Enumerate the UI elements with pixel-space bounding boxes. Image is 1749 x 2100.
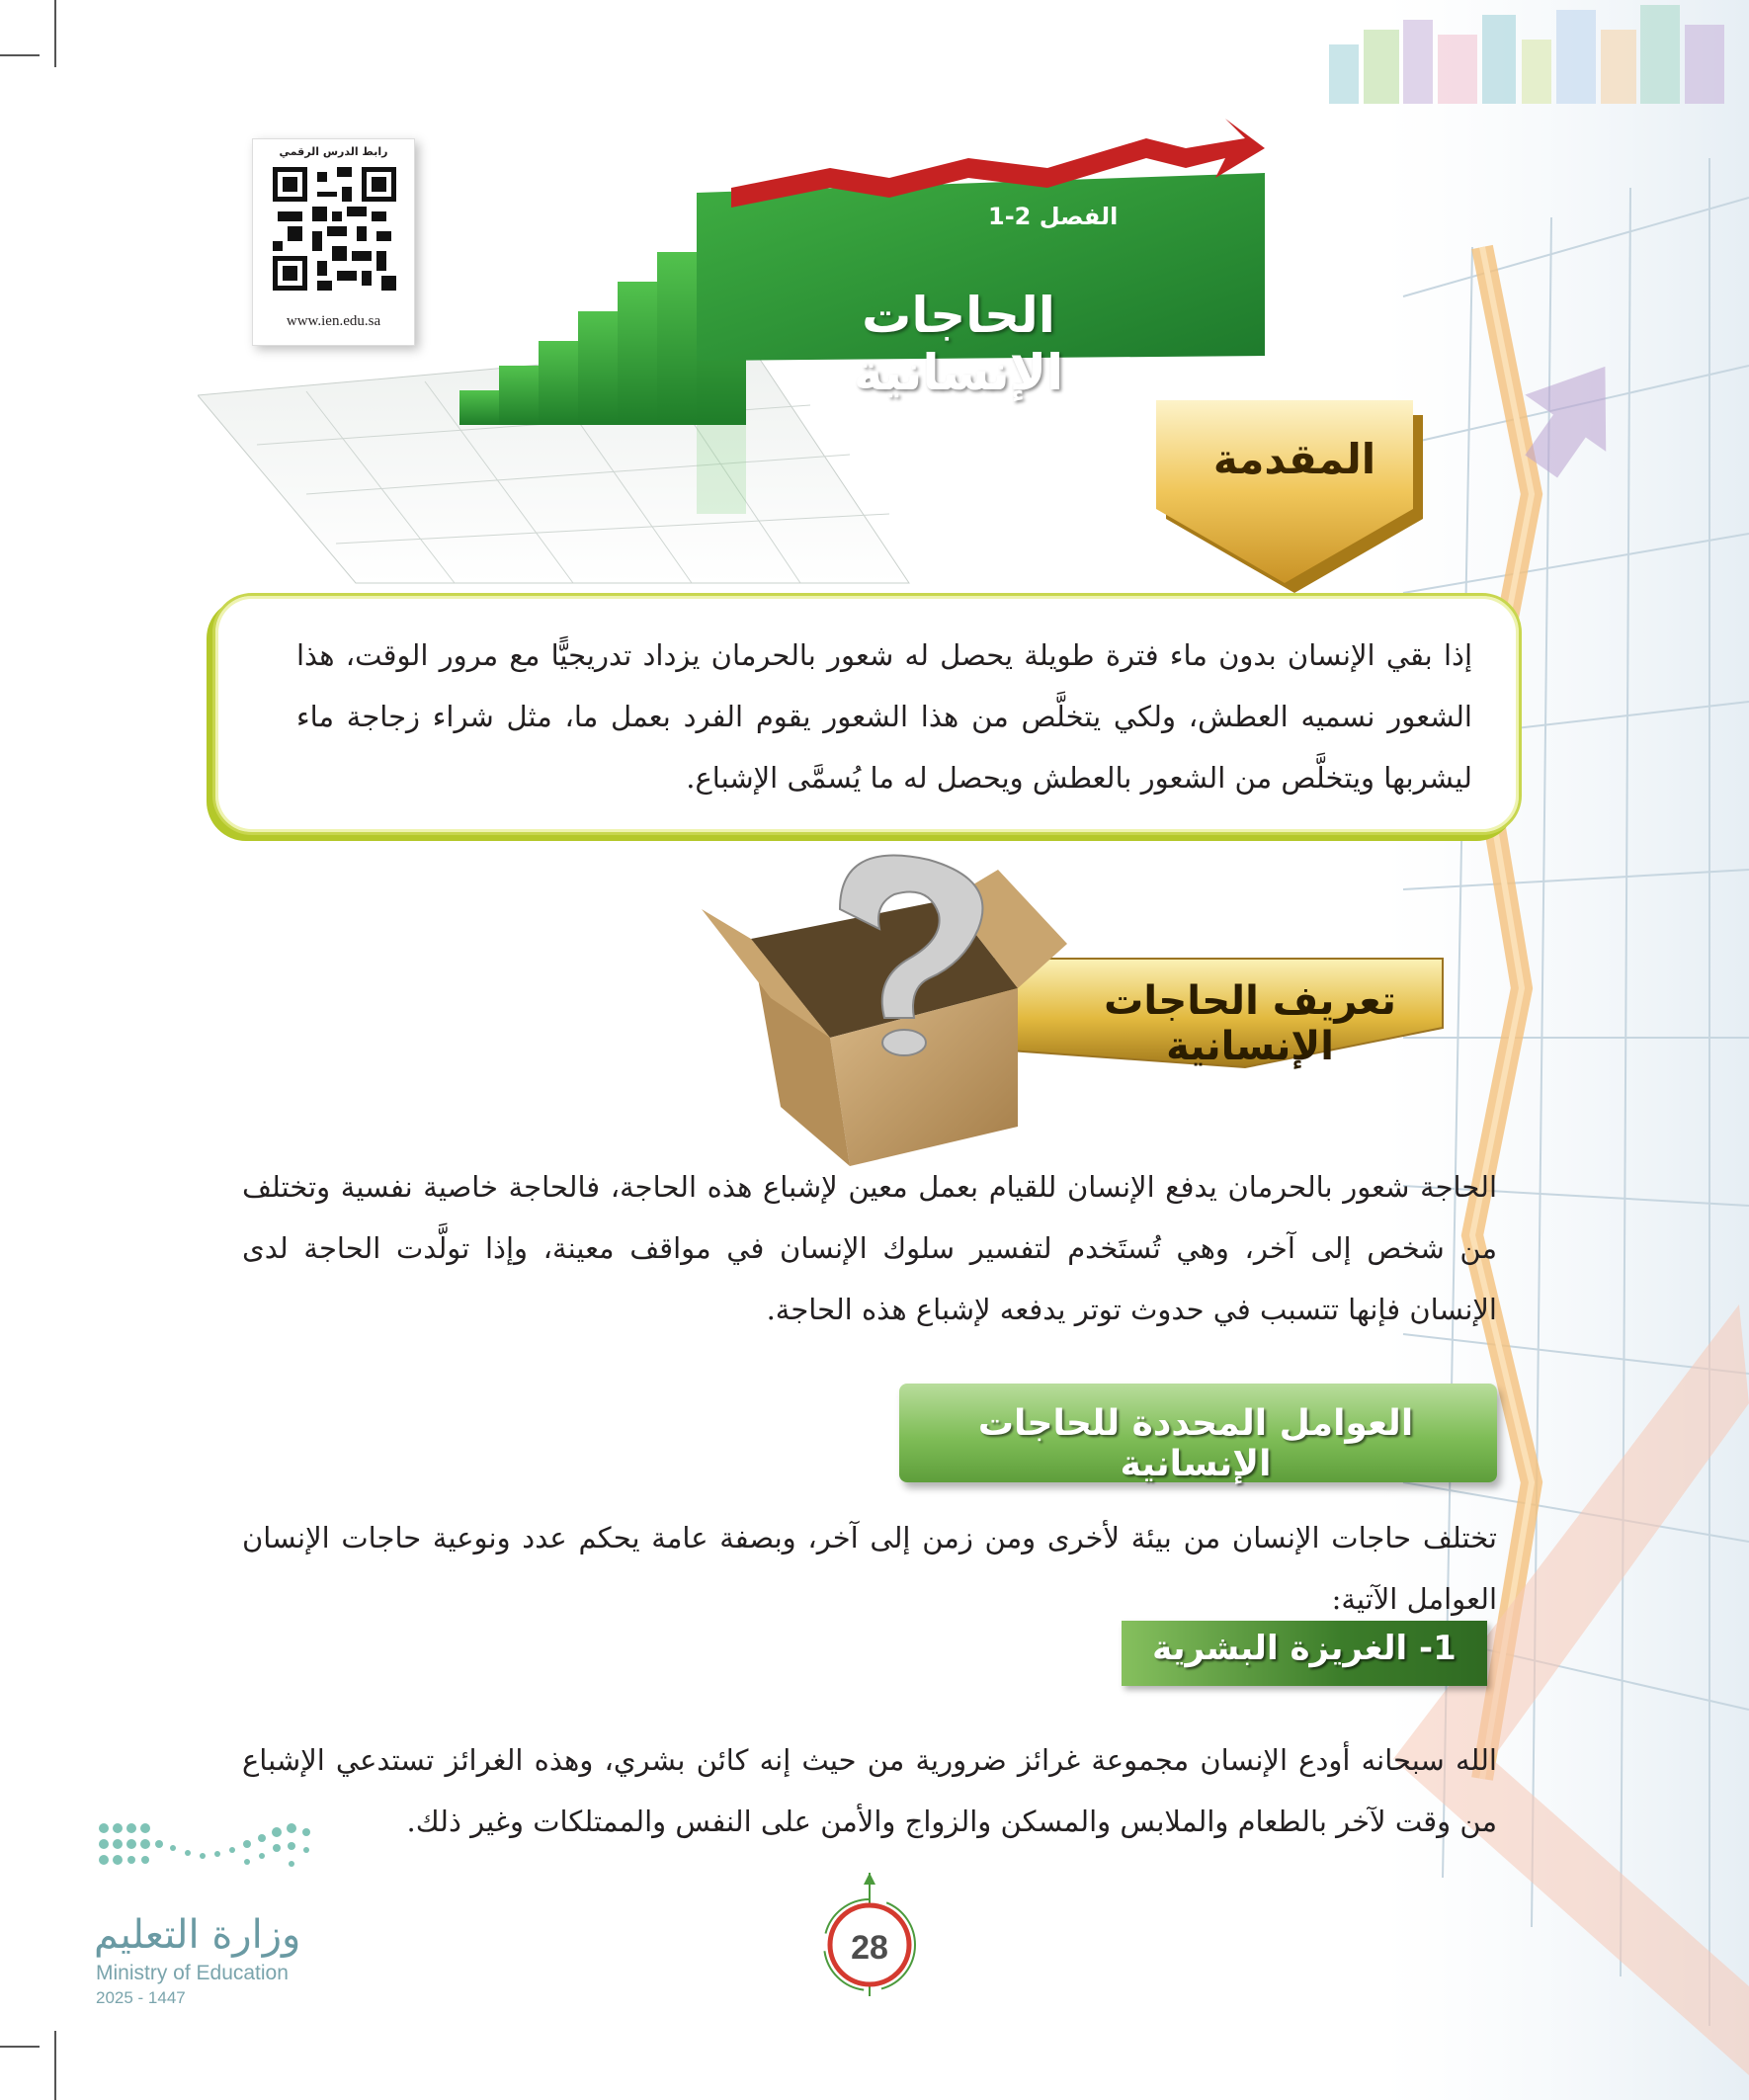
crop-mark xyxy=(0,54,40,56)
ministry-year: 2025 - 1447 xyxy=(96,1988,186,2007)
intro-paragraph: إذا بقي الإنسان بدون ماء فترة طويلة يحصل له شعور بالحرمان يزداد تدريجيًّا مع مرور الوقت، هذا الشعور نسميه العطش، ولكي يتخلَّص من هذا الشعور يقوم الفرد بعمل ما، مثل شراء زجاجة ماء ليشربها ويتخلَّص من الشعور بالعطش ويحصل له ما يُسمَّى الإشباع. xyxy=(296,638,1472,795)
crop-mark xyxy=(54,0,56,67)
factors-paragraph: تختلف حاجات الإنسان من بيئة لأخرى ومن زمن إلى آخر، وبصفة عامة يحكم عدد ونوعية حاجات الإنسان العوامل الآتية: xyxy=(242,1521,1497,1616)
instinct-heading: 1- الغريزة البشرية xyxy=(1152,1629,1457,1668)
intro-heading: المقدمة xyxy=(1212,435,1376,483)
definition-paragraph: الحاجة شعور بالحرمان يدفع الإنسان للقيام بعمل معين لإشباع هذه الحاجة، فالحاجة خاصية نفسية وتختلف من شخص إلى آخر، وهي تُستَخدم لتفسير سلوك الإنسان في مواقف معينة، وإذا تولَّدت الحاجة لدى الإنسان فإنها تتسبب في حدوث توتر يدفعه لإشباع هذه الحاجة. xyxy=(242,1170,1497,1326)
chapter-number: الفصل 2-1 xyxy=(988,203,1119,230)
qr-url[interactable]: www.ien.edu.sa xyxy=(286,313,381,329)
crop-mark xyxy=(54,2031,56,2100)
crop-mark xyxy=(0,2046,40,2048)
definition-heading: تعريف الحاجات الإنسانية xyxy=(1104,978,1396,1069)
chapter-title: الحاجات الإنسانية xyxy=(853,287,1064,401)
instinct-paragraph: الله سبحانه أودع الإنسان مجموعة غرائز ضرورية من حيث إنه كائن بشري، وهذه الغرائز تستدعي الإشباع من وقت لآخر بالطعام والملابس والمسكن والزواج والأمن على النفس والممتلكات وغير ذلك. xyxy=(242,1743,1497,1838)
ministry-name-english: Ministry of Education xyxy=(96,1962,289,1984)
ministry-name-arabic: وزارة التعليم xyxy=(94,1912,301,1958)
qr-label: رابط الدرس الرقمي xyxy=(279,145,388,158)
factors-heading: العوامل المحددة للحاجات الإنسانية xyxy=(977,1403,1414,1484)
intro-heading-shield xyxy=(1146,390,1443,598)
page-number: 28 xyxy=(851,1929,888,1967)
